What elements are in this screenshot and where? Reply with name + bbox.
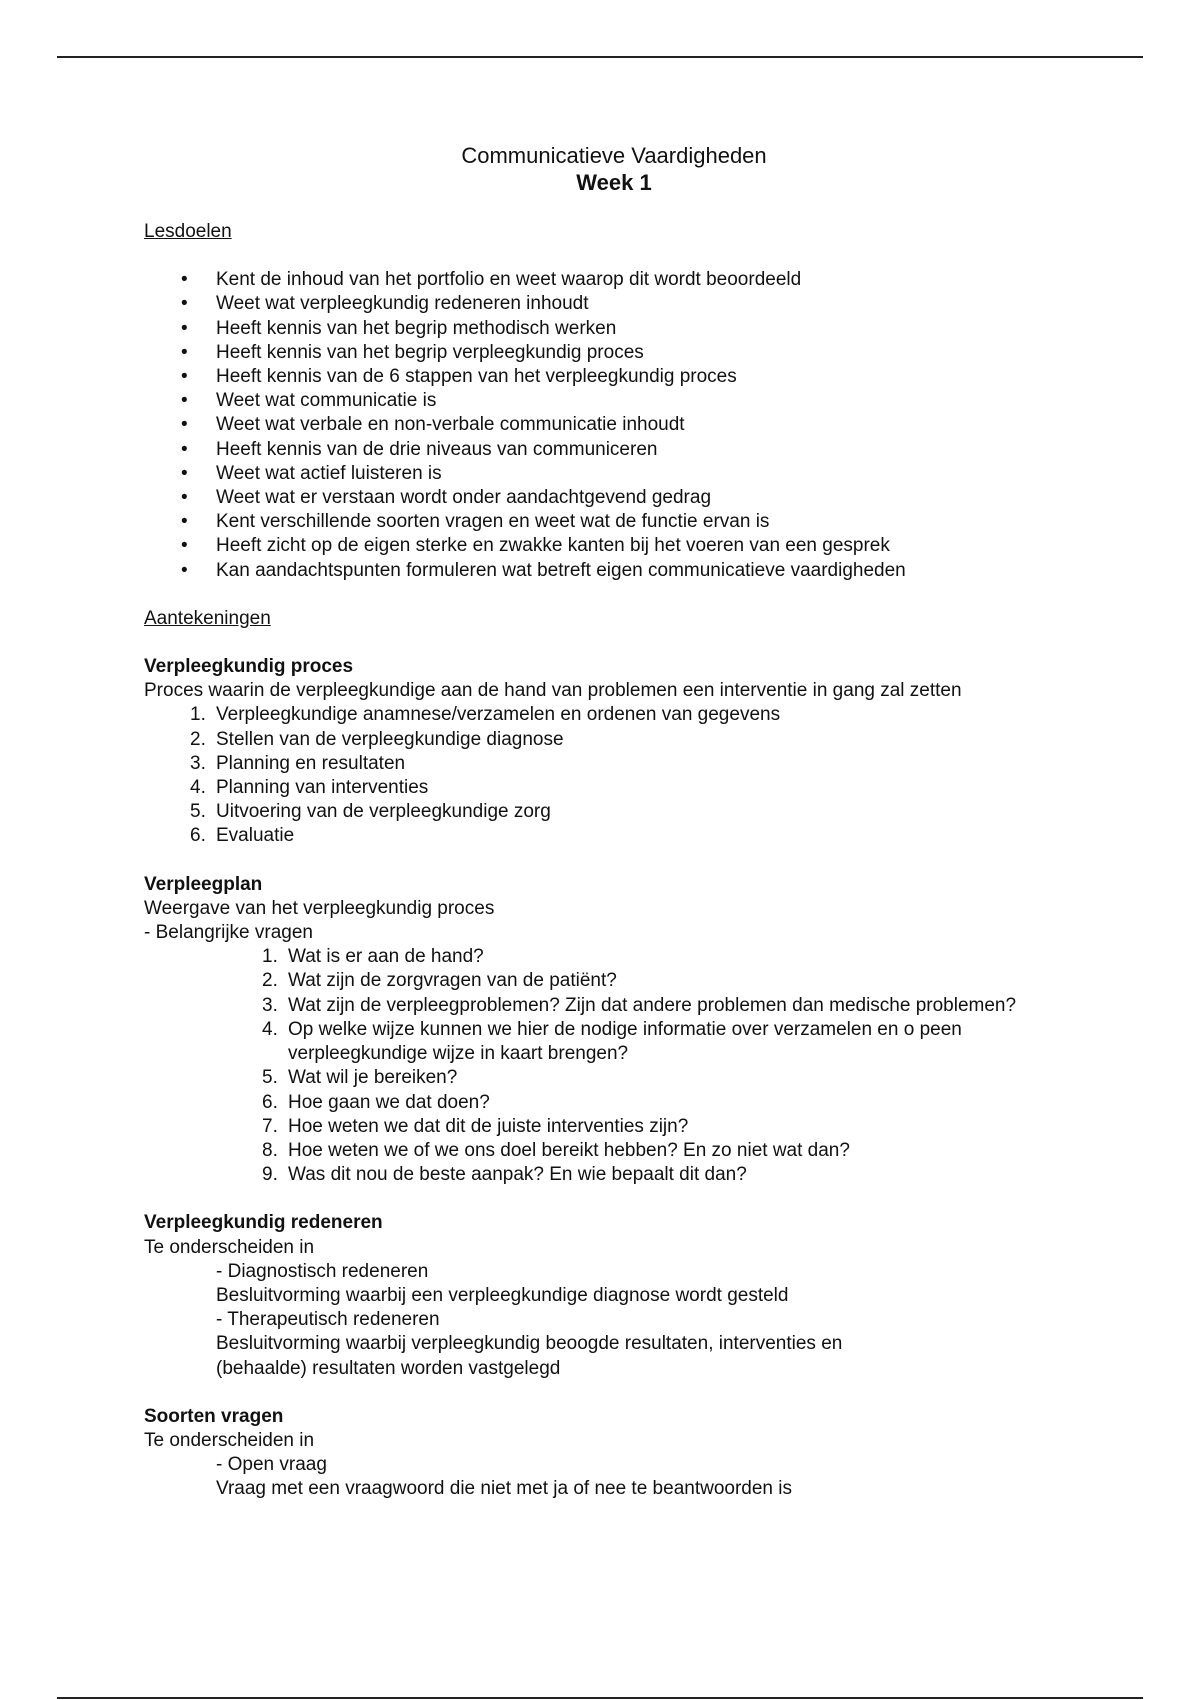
question-text: Wat wil je bereiken? xyxy=(288,1067,458,1089)
question-number: 3. xyxy=(262,994,278,1016)
diagnostisch-text: Besluitvorming waarbij een verpleegkundige diagnose wordt gesteld xyxy=(216,1284,789,1306)
plan-questions xyxy=(144,945,1084,1187)
proces-steps xyxy=(144,703,1084,848)
aantekeningen-heading: Aantekeningen xyxy=(144,607,271,629)
document-subtitle: Week 1 xyxy=(576,170,652,195)
step-number: 2. xyxy=(190,728,206,750)
list-item xyxy=(144,776,1084,800)
lesdoelen-heading: Lesdoelen xyxy=(144,221,232,242)
list-item xyxy=(144,824,1084,848)
step-number: 4. xyxy=(190,777,206,799)
question-number: 5. xyxy=(262,1067,278,1089)
top-rule xyxy=(57,56,1143,58)
therapeutisch-label: - Therapeutisch redeneren xyxy=(216,1309,440,1331)
step-text: Evaluatie xyxy=(216,825,295,847)
list-item: • Kent de inhoud van het portfolio en weet waarop dit wordt beoordeeld xyxy=(144,268,1084,292)
step-text: Verpleegkundige anamnese/verzamelen en ordenen van gegevens xyxy=(216,704,781,726)
list-item xyxy=(144,728,1084,752)
list-item: • Kan aandachtspunten formuleren wat betreft eigen communicatieve vaardigheden xyxy=(144,559,1084,583)
question-text: Wat zijn de verpleegproblemen? Zijn dat andere problemen dan medische problemen? xyxy=(288,994,1017,1016)
list-item: • Heeft kennis van de drie niveaus van communiceren xyxy=(144,438,1084,462)
plan-intro: Weergave van het verpleegkundig proces xyxy=(144,897,495,919)
list-item: • Weet wat actief luisteren is xyxy=(144,462,1084,486)
question-text: Was dit nou de beste aanpak? En wie bepaalt dit dan? xyxy=(288,1164,747,1186)
step-number: 6. xyxy=(190,825,206,847)
document-page xyxy=(144,142,1084,1502)
step-number: 1. xyxy=(190,704,206,726)
list-item xyxy=(144,969,1084,993)
step-text: Stellen van de verpleegkundige diagnose xyxy=(216,728,564,750)
document-title: Communicatieve Vaardigheden xyxy=(461,143,767,168)
list-item: • Heeft kennis van het begrip verpleegkundig proces xyxy=(144,341,1084,365)
list-item xyxy=(144,703,1084,727)
redeneren-heading: Verpleegkundig redeneren xyxy=(144,1212,383,1234)
plan-heading: Verpleegplan xyxy=(144,873,263,895)
question-text: Hoe weten we of we ons doel bereikt hebben? En zo niet wat dan? xyxy=(288,1139,850,1161)
list-item: • Heeft kennis van de 6 stappen van het verpleegkundig proces xyxy=(144,365,1084,389)
list-item xyxy=(144,1139,1084,1163)
question-number: 8. xyxy=(262,1139,278,1161)
step-text: Planning en resultaten xyxy=(216,752,406,774)
list-item: • Weet wat er verstaan wordt onder aandachtgevend gedrag xyxy=(144,486,1084,510)
list-item xyxy=(144,800,1084,824)
vragen-heading: Soorten vragen xyxy=(144,1405,284,1427)
step-number: 3. xyxy=(190,752,206,774)
diagnostisch-label: - Diagnostisch redeneren xyxy=(216,1260,429,1282)
list-item: • Kent verschillende soorten vragen en weet wat de functie ervan is xyxy=(144,510,1084,534)
redeneren-intro: Te onderscheiden in xyxy=(144,1236,315,1258)
list-item: • Weet wat verbale en non-verbale communicatie inhoudt xyxy=(144,413,1084,437)
question-number: 1. xyxy=(262,946,278,968)
step-text: Uitvoering van de verpleegkundige zorg xyxy=(216,801,551,823)
list-item xyxy=(144,1091,1084,1115)
proces-intro: Proces waarin de verpleegkundige aan de hand van problemen een interventie in gang zal zetten xyxy=(144,680,962,702)
question-number: 6. xyxy=(262,1091,278,1113)
question-number: 2. xyxy=(262,970,278,992)
question-text: Op welke wijze kunnen we hier de nodige informatie over verzamelen en o peen verpleegkundige wijze in kaart brengen? xyxy=(288,1018,962,1065)
question-text: Hoe gaan we dat doen? xyxy=(288,1091,490,1113)
question-number: 7. xyxy=(262,1115,278,1137)
list-item xyxy=(144,1115,1084,1139)
question-text: Wat is er aan de hand? xyxy=(288,946,484,968)
question-text: Hoe weten we dat dit de juiste interventies zijn? xyxy=(288,1115,689,1137)
lesdoelen-list xyxy=(144,268,1084,583)
list-item xyxy=(144,752,1084,776)
proces-heading: Verpleegkundig proces xyxy=(144,656,354,678)
list-item: • Weet wat verpleegkundig redeneren inhoudt xyxy=(144,292,1084,316)
list-item: • Weet wat communicatie is xyxy=(144,389,1084,413)
question-number: 9. xyxy=(262,1164,278,1186)
list-item: • Heeft kennis van het begrip methodisch werken xyxy=(144,317,1084,341)
list-item xyxy=(144,945,1084,969)
step-number: 5. xyxy=(190,801,206,823)
list-item xyxy=(144,1066,1084,1090)
bottom-rule xyxy=(57,1697,1143,1699)
therapeutisch-text: Besluitvorming waarbij verpleegkundig beoogde resultaten, interventies en (behaalde) resultaten worden vastgelegd xyxy=(216,1333,843,1379)
list-item xyxy=(144,1018,1084,1066)
list-item: • Heeft zicht op de eigen sterke en zwakke kanten bij het voeren van een gesprek xyxy=(144,534,1084,558)
vragen-intro: Te onderscheiden in xyxy=(144,1429,315,1451)
plan-sub: - Belangrijke vragen xyxy=(144,922,313,944)
list-item xyxy=(144,994,1084,1018)
list-item xyxy=(144,1163,1084,1187)
open-vraag-label: - Open vraag xyxy=(216,1454,327,1476)
question-number: 4. xyxy=(262,1018,278,1040)
question-text: Wat zijn de zorgvragen van de patiënt? xyxy=(288,970,617,992)
step-text: Planning van interventies xyxy=(216,777,429,799)
open-vraag-text: Vraag met een vraagwoord die niet met ja of nee te beantwoorden is xyxy=(216,1478,792,1500)
